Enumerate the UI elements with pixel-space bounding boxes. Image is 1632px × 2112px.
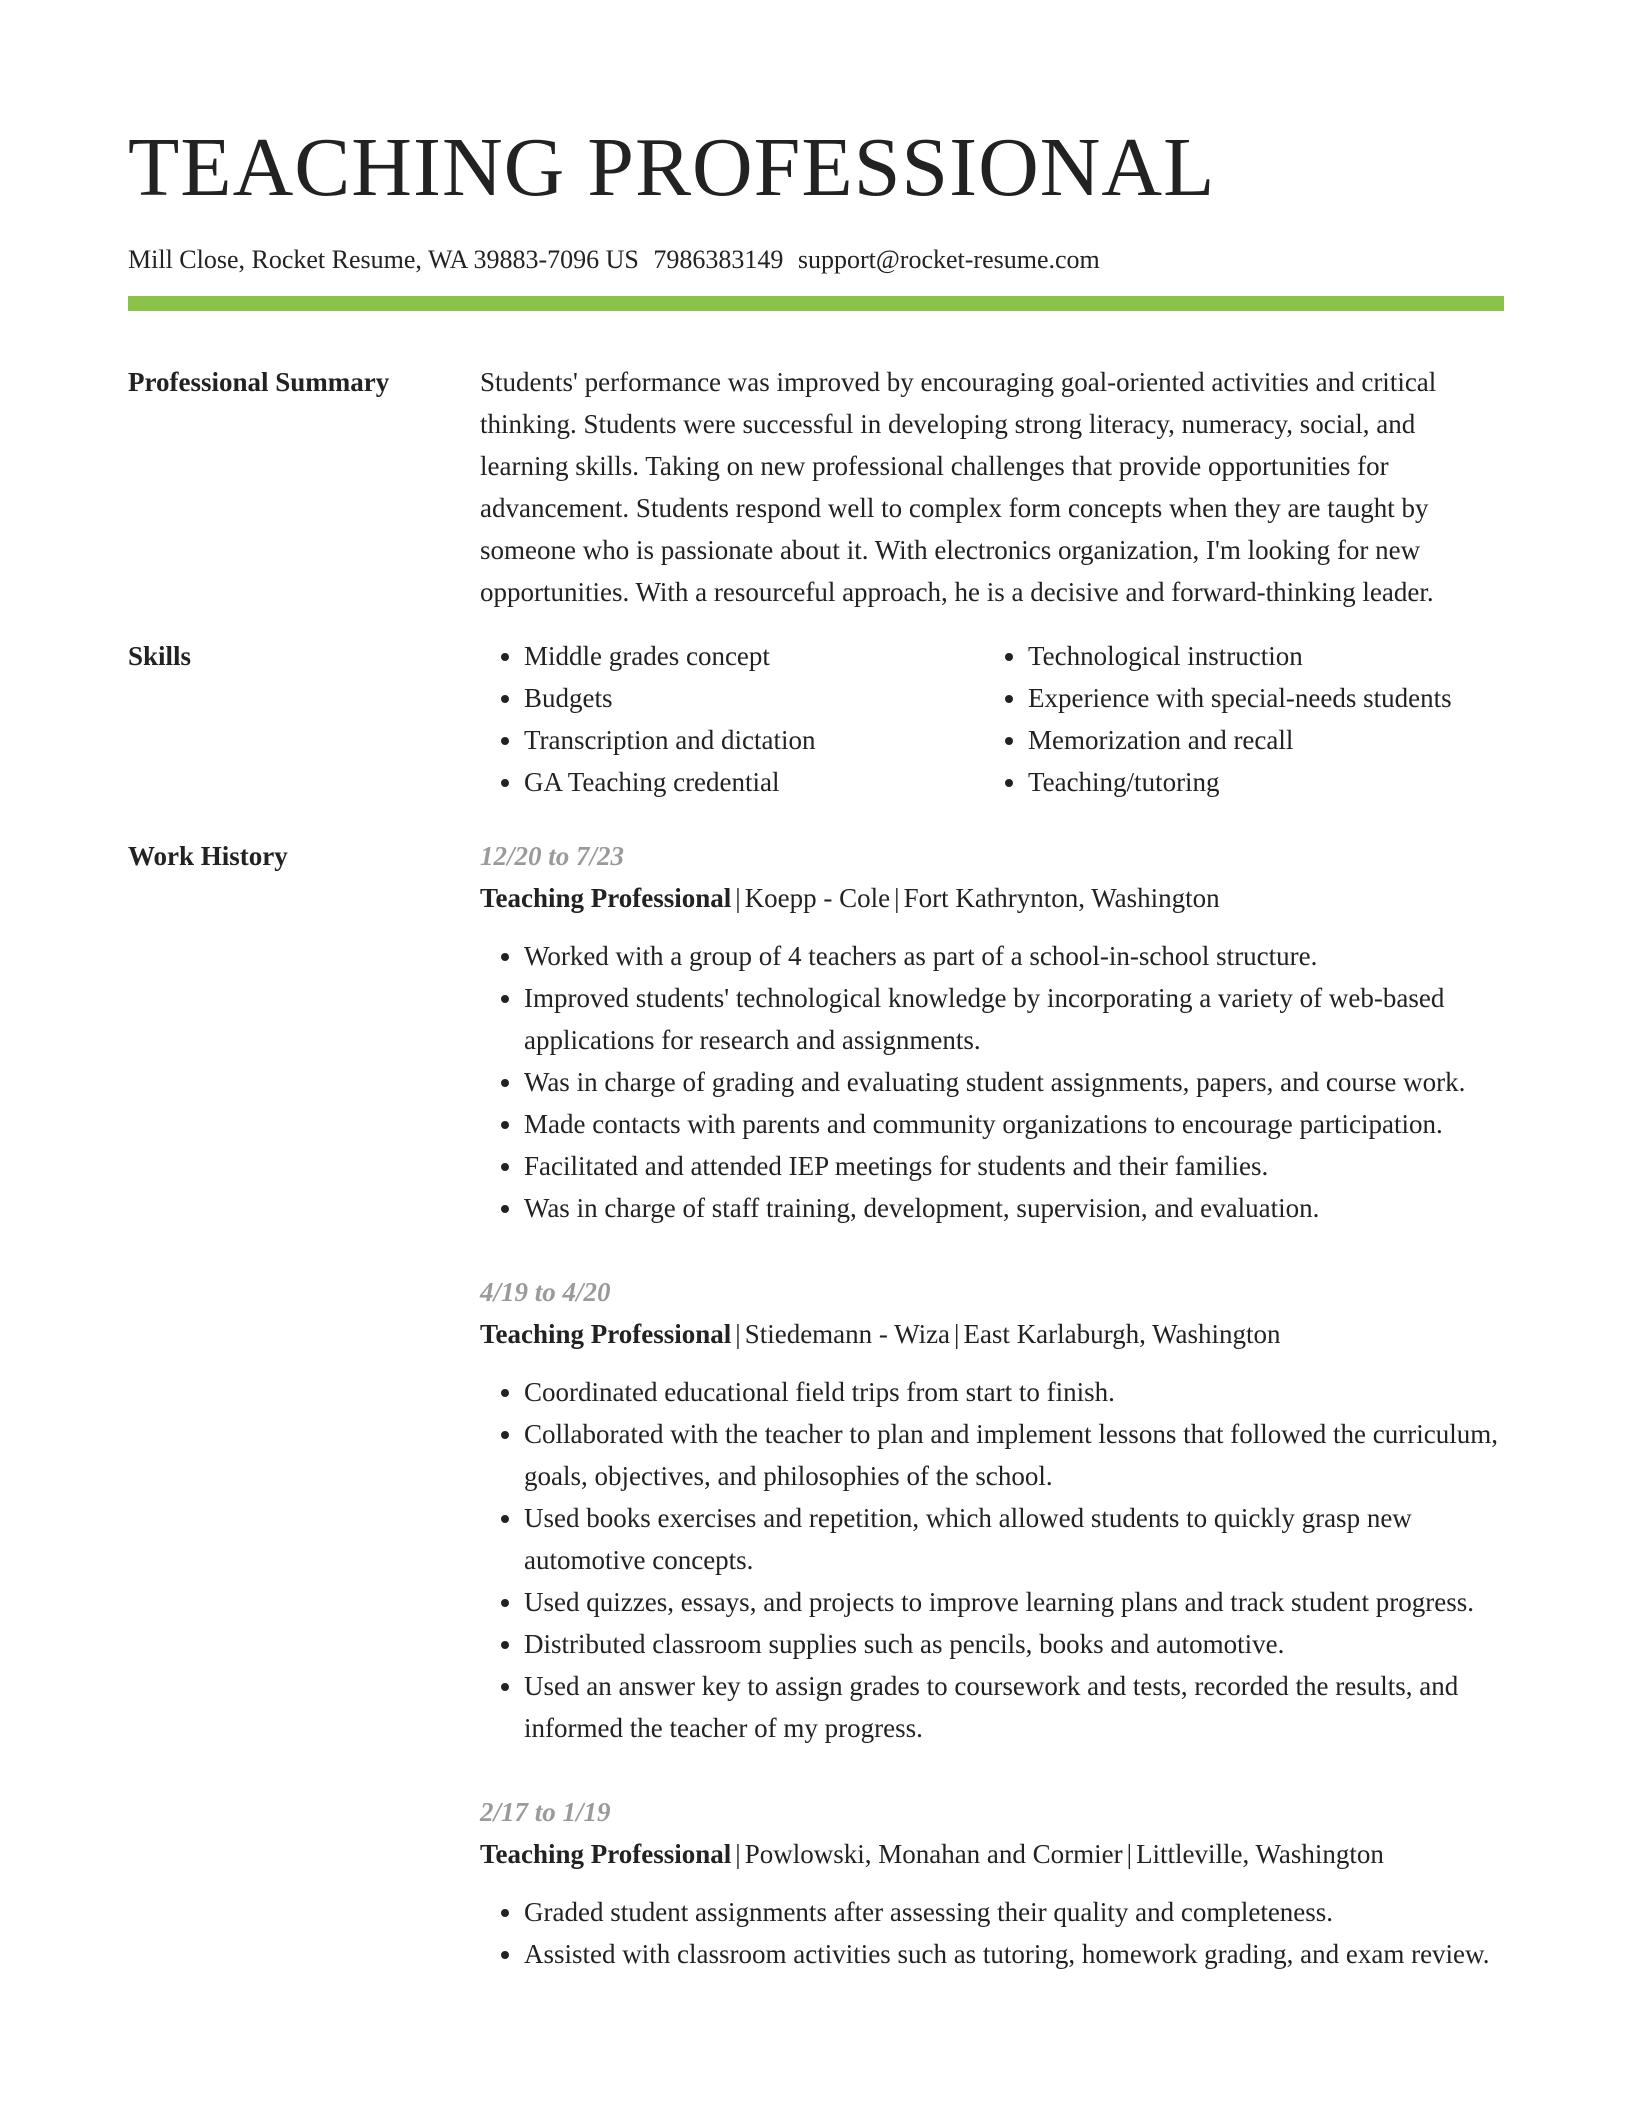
separator: |: [954, 1319, 960, 1349]
job-company: Stiedemann - Wiza: [744, 1319, 951, 1349]
job-bullet: • Facilitated and attended IEP meetings for students and their families.: [524, 1145, 1504, 1187]
contact-phone: 7986383149: [653, 245, 784, 274]
job-bullet: • Assisted with classroom activities such as tutoring, homework grading, and exam review.: [524, 1933, 1504, 1975]
job-bullet: • Collaborated with the teacher to plan and implement lessons that followed the curriculum, goals, objectives, and philosophies of the school.: [524, 1413, 1504, 1497]
resume-page: [128, 118, 1504, 2017]
work-history-label: Work History: [128, 841, 288, 871]
skill-item: • Technological instruction: [1028, 635, 1488, 677]
job-location: East Karlaburgh, Washington: [963, 1319, 1281, 1349]
work-history-section: [128, 835, 1504, 2017]
job-title-line: [480, 1833, 1504, 1875]
job-bullet: • Coordinated educational field trips from start to finish.: [524, 1371, 1504, 1413]
job-bullet: • Used quizzes, essays, and projects to improve learning plans and track student progress.: [524, 1581, 1504, 1623]
skill-item: • Memorization and recall: [1028, 719, 1488, 761]
job-bullet: • Was in charge of grading and evaluating student assignments, papers, and course work.: [524, 1061, 1504, 1103]
job-bullet: • Made contacts with parents and community organizations to encourage participation.: [524, 1103, 1504, 1145]
summary-section: [128, 361, 1504, 613]
separator: |: [1126, 1839, 1133, 1869]
skill-item: • Budgets: [524, 677, 984, 719]
summary-text: Students' performance was improved by encouraging goal-oriented activities and critical thinking. Students were successful in developing strong literacy, numeracy, social, and learning skills. Taking on new professional challenges that provide opportunities for advancement. Students respond well to complex form concepts when they are taught by someone who is passionate about it. With electronics organization, I'm looking for new opportunities. With a resourceful approach, he is a decisive and forward-thinking leader.: [480, 367, 1437, 607]
skills-label: Skills: [128, 641, 192, 671]
job-title-line: [480, 1313, 1504, 1355]
job-entry: [480, 1791, 1504, 1975]
contact-address: Mill Close, Rocket Resume, WA 39883-7096 US: [128, 245, 639, 274]
job-company: Koepp - Cole: [744, 883, 891, 913]
skill-item: • GA Teaching credential: [524, 761, 984, 803]
job-location: Littleville, Washington: [1136, 1839, 1384, 1869]
job-bullet: • Worked with a group of 4 teachers as part of a school-in-school structure.: [524, 935, 1504, 977]
separator: |: [894, 883, 900, 913]
job-bullets: [480, 935, 1504, 1229]
skills-section: [128, 635, 1504, 803]
skills-column-2: [984, 635, 1488, 803]
job-company: Powlowski, Monahan and Cormier: [744, 1839, 1123, 1869]
skill-item: • Transcription and dictation: [524, 719, 984, 761]
skill-item: • Experience with special-needs students: [1028, 677, 1488, 719]
job-location: Fort Kathrynton, Washington: [903, 883, 1220, 913]
job-title-line: [480, 877, 1504, 919]
resume-name: TEACHING PROFESSIONAL: [128, 121, 1216, 214]
contact-line: [128, 244, 1504, 276]
skills-column-1: [480, 635, 984, 803]
skill-item: • Middle grades concept: [524, 635, 984, 677]
job-bullet: • Was in charge of staff training, development, supervision, and evaluation.: [524, 1187, 1504, 1229]
job-title: Teaching Professional: [480, 1319, 732, 1349]
contact-email: support@rocket-resume.com: [797, 245, 1100, 274]
job-title: Teaching Professional: [480, 883, 732, 913]
job-bullet: • Used an answer key to assign grades to coursework and tests, recorded the results, and informed the teacher of my progress.: [524, 1665, 1504, 1749]
job-title: Teaching Professional: [480, 1839, 732, 1869]
job-entry: [480, 1271, 1504, 1749]
job-bullets: [480, 1891, 1504, 1975]
summary-label: Professional Summary: [128, 367, 390, 397]
job-bullet: • Used books exercises and repetition, which allowed students to quickly grasp new automotive concepts.: [524, 1497, 1504, 1581]
job-entry: [480, 835, 1504, 1229]
job-dates: 4/19 to 4/20: [480, 1277, 611, 1307]
job-bullet: • Distributed classroom supplies such as pencils, books and automotive.: [524, 1623, 1504, 1665]
job-bullet: • Improved students' technological knowledge by incorporating a variety of web-based applications for research and assignments.: [524, 977, 1504, 1061]
job-bullet: • Graded student assignments after assessing their quality and completeness.: [524, 1891, 1504, 1933]
job-bullets: [480, 1371, 1504, 1749]
separator: |: [735, 883, 741, 913]
separator: |: [735, 1319, 741, 1349]
header-divider: [128, 296, 1504, 311]
job-dates: 12/20 to 7/23: [480, 841, 625, 871]
job-dates: 2/17 to 1/19: [480, 1797, 611, 1827]
skill-item: • Teaching/tutoring: [1028, 761, 1488, 803]
skills-grid: [480, 635, 1504, 803]
separator: |: [735, 1839, 741, 1869]
